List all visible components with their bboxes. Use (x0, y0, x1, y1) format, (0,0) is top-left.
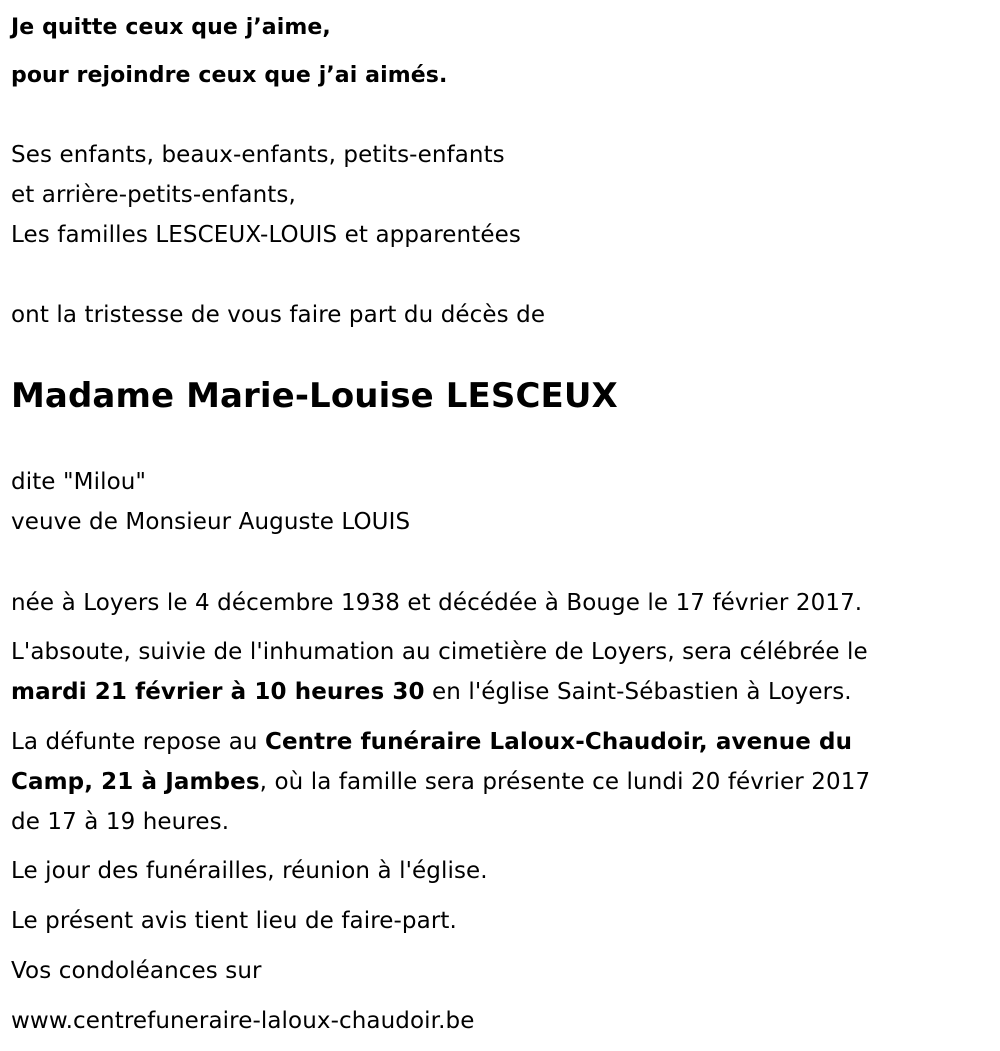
announcement-text: ont la tristesse de vous faire part du décès de (11, 302, 546, 328)
ceremony-line-1: L'absoute, suivie de l'inhumation au cimetière de Loyers, sera célébrée le (11, 639, 868, 665)
repose-place-part-1: Centre funéraire Laloux-Chaudoir, avenue du (265, 729, 853, 755)
ceremony-line-2 (11, 672, 852, 712)
repose-prefix: La défunte repose au (11, 729, 265, 755)
family-line-1: Ses enfants, beaux-enfants, petits-enfants (11, 142, 505, 168)
family-line-2: et arrière-petits-enfants, (11, 182, 296, 208)
condolences-website: www.centrefuneraire-laloux-chaudoir.be (11, 1008, 475, 1034)
birth-death-text: née à Loyers le 4 décembre 1938 et décédée à Bouge le 17 février 2017. (11, 590, 863, 616)
repose-line-1 (11, 722, 852, 762)
deceased-widow-of: veuve de Monsieur Auguste LOUIS (11, 509, 411, 535)
quote-line-1: Je quitte ceux que j’aime, (11, 15, 331, 40)
deceased-name: Madame Marie-Louise LESCEUX (11, 376, 618, 416)
ceremony-location: en l'église Saint-Sébastien à Loyers. (424, 679, 852, 705)
repose-hours: de 17 à 19 heures. (11, 809, 230, 835)
ceremony-date-time: mardi 21 février à 10 heures 30 (11, 679, 425, 705)
repose-line-2 (11, 762, 870, 802)
condolences-label: Vos condoléances sur (11, 958, 262, 984)
repose-place-part-2: Camp, 21 à Jambes (11, 769, 260, 795)
quote-line-2: pour rejoindre ceux que j’ai aimés. (11, 63, 448, 88)
deceased-nickname: dite "Milou" (11, 469, 147, 495)
gathering-text: Le jour des funérailles, réunion à l'église. (11, 858, 488, 884)
notice-text: Le présent avis tient lieu de faire-part. (11, 908, 457, 934)
family-line-3: Les familles LESCEUX-LOUIS et apparentées (11, 222, 521, 248)
repose-suffix: , où la famille sera présente ce lundi 20 février 2017 (259, 769, 871, 795)
